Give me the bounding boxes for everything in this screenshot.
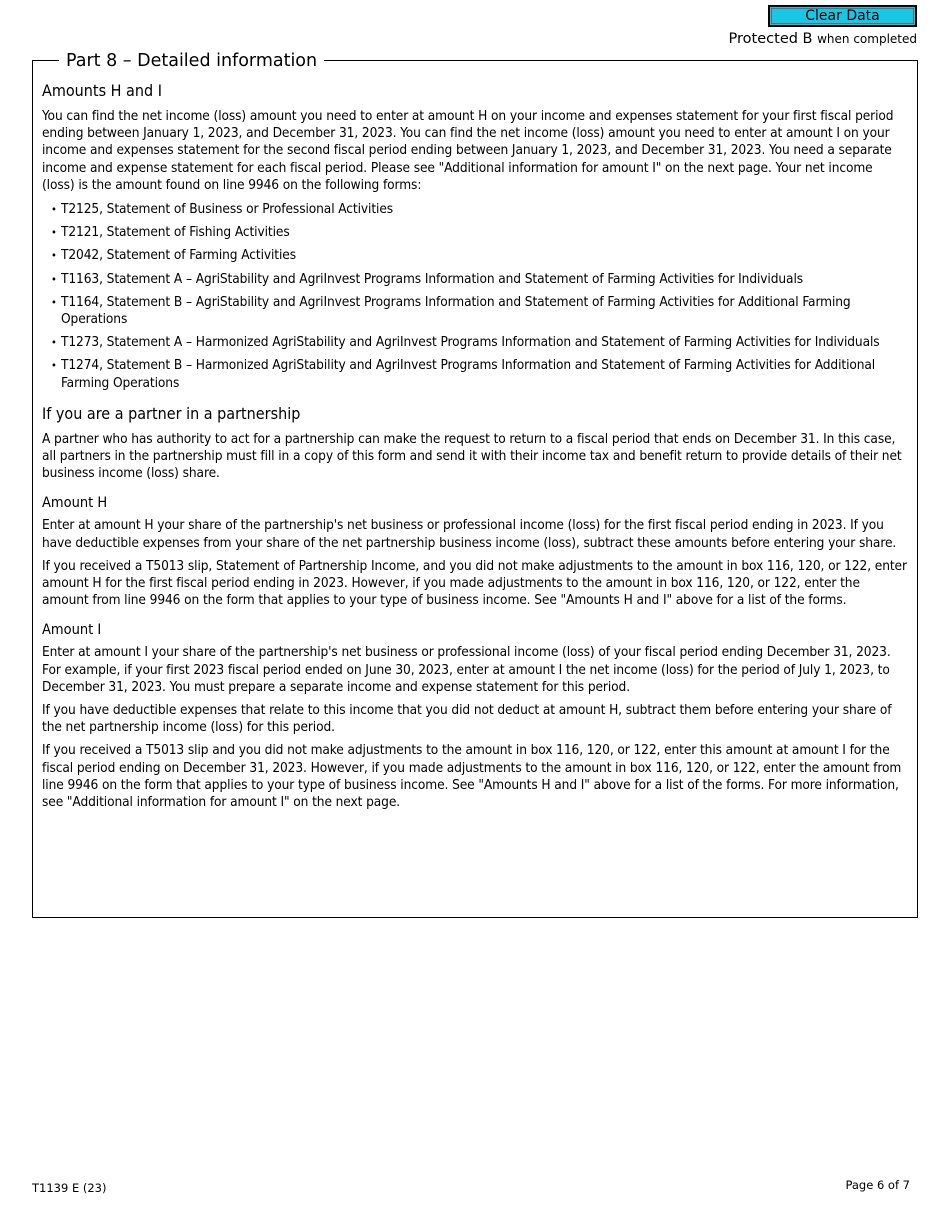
amount-h-p1: Enter at amount H your share of the partnership's net business or professional income (loss) for the first fiscal period ending in 2023. If you have deductible expenses from your share of the net partnership business income (loss), subtract these amounts before entering your share.: [42, 517, 897, 551]
protected-sub: when completed: [817, 32, 917, 46]
forms-list: [42, 201, 908, 392]
part8-content: [42, 81, 908, 817]
clear-data-button[interactable]: Clear Data: [768, 5, 917, 27]
list-item: • T1164, Statement B – AgriStability and AgriInvest Programs Information and Statement of Farming Activities for Additional Farming Operations: [42, 294, 908, 328]
amounts-hi-heading: Amounts H and I: [42, 81, 162, 100]
amount-i-p3: If you received a T5013 slip and you did not make adjustments to the amount in box 116, 120, or 122, enter this amount at amount I for the fiscal period ending on December 31, 2023. However, if you made adjustments to the amount in box 116, 120, or 122, enter the amount from line 9946 on the form that applies to your type of business income. See "Amounts H and I" above for a list of the forms. For more information, see "Additional information for amount I" on the next page.: [42, 742, 902, 811]
partner-text: A partner who has authority to act for a partnership can make the request to return to a fiscal period that ends on December 31. In this case, all partners in the partnership must fill in a copy of this form and send it with their income tax and benefit return to provide details of their net business income (loss) share.: [42, 430, 902, 482]
amount-i-p1: Enter at amount I your share of the partnership's net business or professional income (loss) of your fiscal period ending December 31, 2023. For example, if your first 2023 fiscal period ended on June 30, 2023, enter at amount I the net income (loss) for the period of July 1, 2023, to December 31, 2023. You must prepare a separate income and expense statement for this period.: [42, 644, 891, 695]
amount-h-p2: If you received a T5013 slip, Statement of Partnership Income, and you did not make adjustments to the amount in box 116, 120, or 122, enter amount H for the first fiscal period ending in 2023. However, if you made adjustments to the amount in box 116, 120, or 122, enter the amount from line 9946 on the form that applies to your type of business income. See "Amounts H and I" above for a list of the forms.: [42, 557, 907, 609]
form-id: T1139 E (23): [32, 1181, 107, 1195]
amount-h-heading: Amount H: [42, 495, 108, 512]
list-item: • T2042, Statement of Farming Activities: [42, 247, 908, 264]
page-number: Page 6 of 7: [845, 1178, 910, 1192]
amount-i-heading: Amount I: [42, 622, 102, 639]
amounts-hi-intro: You can find the net income (loss) amount you need to enter at amount H on your income and expenses statement for your first fiscal period ending between January 1, 2023, and December 31, 2023. You can find the net income (loss) amount you need to enter at amount I on your income and expenses statement for the second fiscal period ending between January 1, 2023, and December 31, 2023. You need a separate income and expense statement for each fiscal period. Please see "Additional information for amount I" on the next page. Your net income (loss) is the amount found on line 9946 on the following forms:: [42, 108, 894, 193]
partner-heading: If you are a partner in a partnership: [42, 403, 301, 423]
list-item: • T2125, Statement of Business or Professional Activities: [42, 201, 908, 218]
part8-title: Part 8 – Detailed information: [59, 50, 324, 72]
list-item: • T1163, Statement A – AgriStability and AgriInvest Programs Information and Statement of Farming Activities for Individuals: [42, 271, 908, 288]
protected-b-label: [729, 31, 917, 47]
amount-i-p2: If you have deductible expenses that relate to this income that you did not deduct at amount H, subtract them before entering your share of the net partnership income (loss) for this period.: [42, 702, 892, 736]
list-item: • T2121, Statement of Fishing Activities: [42, 224, 908, 241]
part8-section: [32, 51, 918, 918]
protected-main: Protected B: [728, 31, 813, 47]
list-item: • T1274, Statement B – Harmonized AgriStability and AgriInvest Programs Information and Statement of Farming Activities for Additional Farming Operations: [42, 357, 908, 391]
list-item: • T1273, Statement A – Harmonized AgriStability and AgriInvest Programs Information and Statement of Farming Activities for Individuals: [42, 334, 908, 351]
